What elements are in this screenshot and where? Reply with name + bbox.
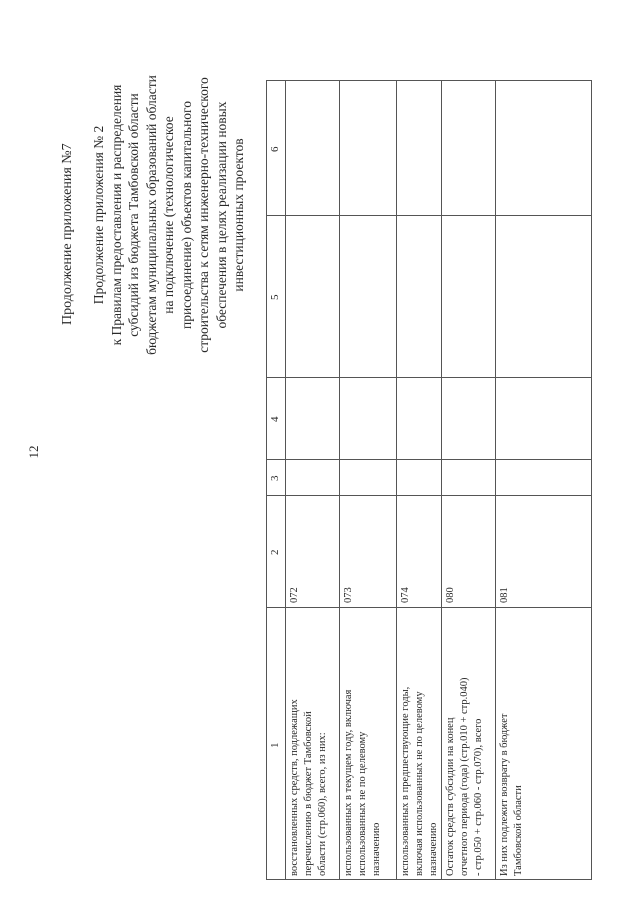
row-divider xyxy=(285,81,286,879)
continuation-title: Продолжение приложения №7 xyxy=(60,143,75,325)
row-code: 081 xyxy=(499,587,510,603)
column-header: 3 xyxy=(269,475,281,481)
row-label-line: использованных в текущем году, включая xyxy=(343,689,354,876)
row-label-line: назначению xyxy=(428,822,439,876)
caption-line: строительства к сетям инженерно-технического xyxy=(196,77,211,353)
column-divider xyxy=(267,215,591,216)
caption-line: Продолжение приложения № 2 xyxy=(91,125,106,305)
caption-line: на подключение (технологическое xyxy=(161,116,176,314)
caption-line: субсидий из бюджета Тамбовской области xyxy=(126,93,141,337)
caption-line: бюджетам муниципальных образований области xyxy=(143,75,159,355)
row-code: 080 xyxy=(445,587,456,603)
column-divider xyxy=(267,607,591,608)
row-divider xyxy=(441,81,442,879)
row-label-line: восстановленных средств, подлежащих xyxy=(289,699,300,876)
row-divider xyxy=(495,81,496,879)
column-header: 2 xyxy=(269,549,281,555)
caption-line: инвестиционных проектов xyxy=(231,138,246,292)
row-code: 074 xyxy=(400,587,411,603)
row-label-line: назначению xyxy=(371,822,382,876)
row-label-line: перечислению в бюджет Тамбовской xyxy=(303,711,314,876)
row-divider xyxy=(339,81,340,879)
caption-block xyxy=(90,60,246,370)
row-label-line: области (стр.060), всего, из них: xyxy=(317,732,328,876)
caption-line: присоединение) объектов капитального xyxy=(178,101,194,330)
row-label-line: Остаток средств субсидии на конец xyxy=(445,717,456,876)
column-header: 4 xyxy=(269,416,281,422)
column-divider xyxy=(267,459,591,460)
column-header: 6 xyxy=(269,146,281,152)
column-divider xyxy=(267,495,591,496)
column-divider xyxy=(267,377,591,378)
row-label-line: использованных в предшествующие годы, xyxy=(400,686,411,876)
caption-line: обеспечения в целях реализации новых xyxy=(213,101,229,329)
page-number: 12 xyxy=(26,445,41,459)
row-label-line: включая использованных не по целевому xyxy=(414,691,425,876)
caption-line: к Правилам предоставления и распределения xyxy=(108,84,124,346)
row-code: 073 xyxy=(343,587,354,603)
row-label-line: отчетного периода (года) (стр.010 + стр.040) xyxy=(459,677,470,876)
row-label-line: - стр.050 + стр.060 - стр.070), всего xyxy=(473,718,484,876)
row-label-line: использованных не по целевому xyxy=(357,731,368,876)
row-label-line: Из них подлежит возврату в бюджет xyxy=(499,713,510,876)
row-label-line: Тамбовской области xyxy=(513,785,524,876)
report-table xyxy=(266,80,592,880)
row-code: 072 xyxy=(289,587,300,603)
row-divider xyxy=(396,81,397,879)
column-header: 5 xyxy=(269,294,281,300)
column-header: 1 xyxy=(269,742,281,748)
caption-text xyxy=(90,60,248,370)
